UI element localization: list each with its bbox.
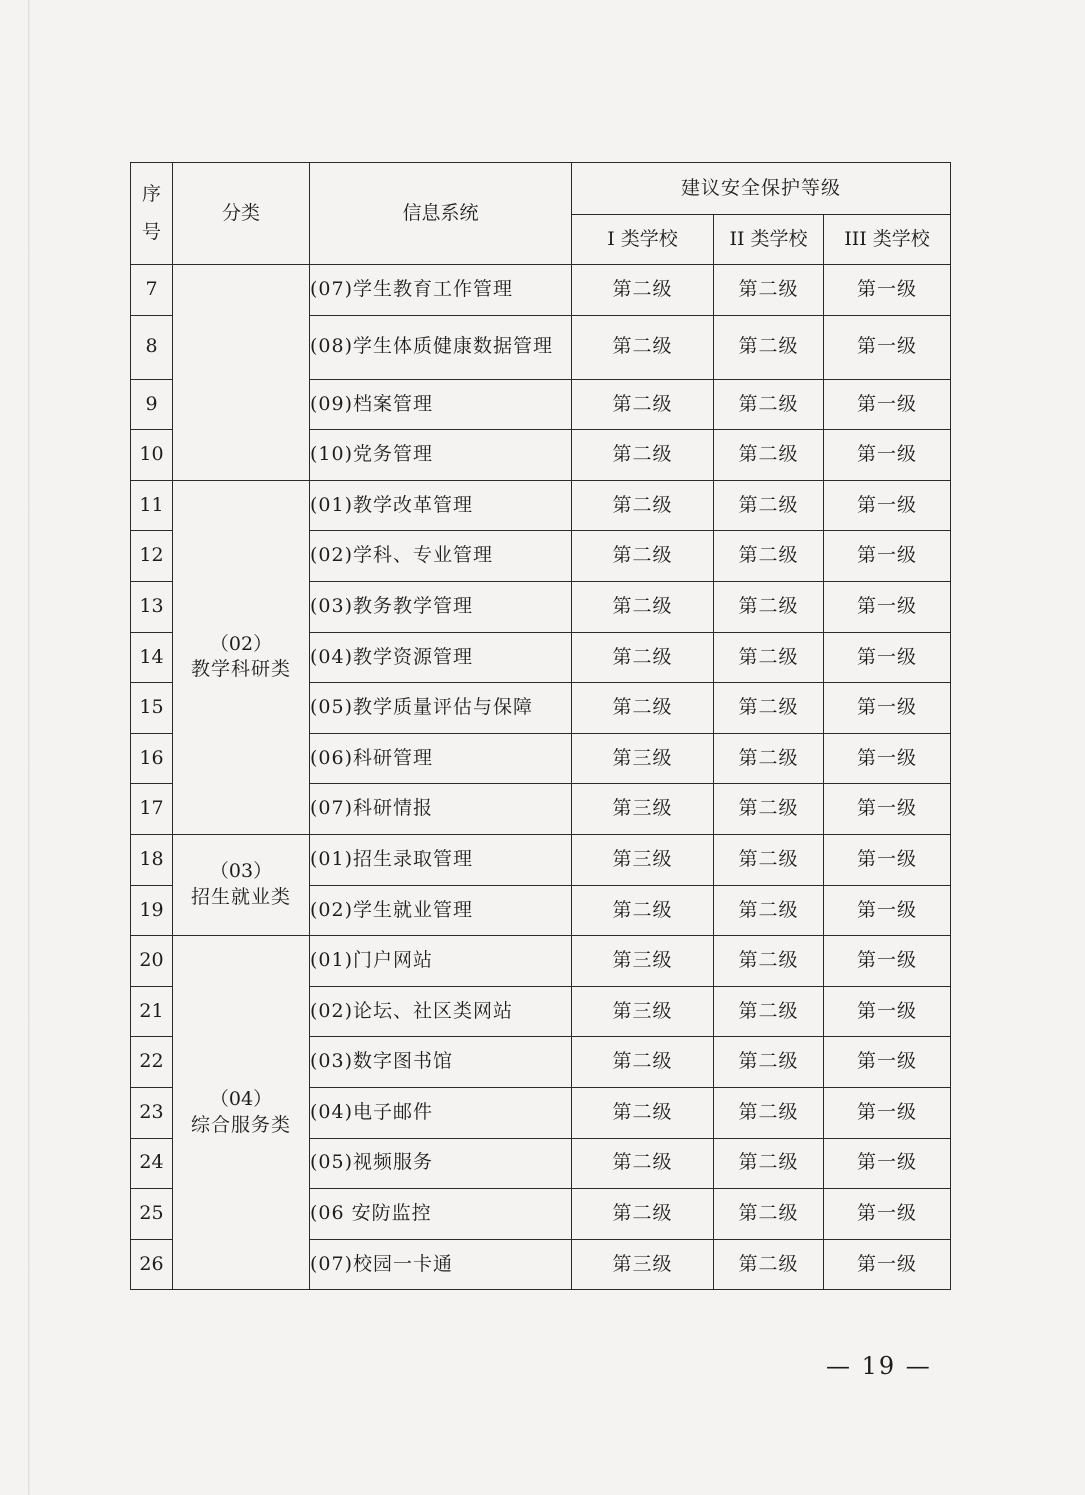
row-grade-2: 第二级: [714, 430, 824, 481]
page-number: — 19 —: [826, 1352, 932, 1380]
row-seq: 14: [131, 632, 173, 683]
row-system: (02)学科、专业管理: [310, 531, 572, 582]
row-system: (07)科研情报: [310, 784, 572, 835]
header-level-group: 建议安全保护等级: [572, 163, 951, 215]
row-grade-1: 第二级: [572, 683, 714, 734]
row-grade-2: 第二级: [714, 1037, 824, 1088]
row-grade-1: 第二级: [572, 430, 714, 481]
row-seq: 19: [131, 885, 173, 936]
row-grade-1: 第二级: [572, 1138, 714, 1189]
row-grade-3: 第一级: [824, 1189, 951, 1240]
row-grade-1: 第二级: [572, 315, 714, 379]
row-grade-3: 第一级: [824, 885, 951, 936]
row-grade-2: 第二级: [714, 480, 824, 531]
row-system: (05)视频服务: [310, 1138, 572, 1189]
row-grade-2: 第二级: [714, 379, 824, 430]
row-grade-1: 第二级: [572, 531, 714, 582]
grading-table-container: [130, 162, 950, 1290]
table-row: [131, 834, 951, 885]
row-system: (02)论坛、社区类网站: [310, 986, 572, 1037]
row-seq: 8: [131, 315, 173, 379]
row-grade-3: 第一级: [824, 581, 951, 632]
row-grade-3: 第一级: [824, 531, 951, 582]
row-system: (04)教学资源管理: [310, 632, 572, 683]
row-grade-3: 第一级: [824, 480, 951, 531]
row-grade-3: 第一级: [824, 430, 951, 481]
row-grade-2: 第二级: [714, 1087, 824, 1138]
row-grade-1: 第二级: [572, 1087, 714, 1138]
row-seq: 10: [131, 430, 173, 481]
header-category: 分类: [173, 163, 310, 265]
row-system: (09)档案管理: [310, 379, 572, 430]
security-grade-table: [130, 162, 951, 1290]
row-grade-2: 第二级: [714, 834, 824, 885]
row-grade-1: 第二级: [572, 885, 714, 936]
row-grade-2: 第二级: [714, 733, 824, 784]
row-grade-1: 第三级: [572, 986, 714, 1037]
row-seq: 22: [131, 1037, 173, 1088]
row-system: (03)教务教学管理: [310, 581, 572, 632]
row-grade-1: 第三级: [572, 733, 714, 784]
row-grade-1: 第二级: [572, 581, 714, 632]
row-grade-3: 第一级: [824, 1138, 951, 1189]
header-school-type-1: I 类学校: [572, 215, 714, 265]
header-seq-line1: 序: [141, 182, 161, 205]
row-grade-2: 第二级: [714, 936, 824, 987]
row-system: (01)门户网站: [310, 936, 572, 987]
header-seq-line2: 号: [141, 220, 161, 243]
row-grade-2: 第二级: [714, 683, 824, 734]
row-grade-2: 第二级: [714, 531, 824, 582]
category-code: （04）: [209, 1088, 273, 1111]
row-seq: 16: [131, 733, 173, 784]
row-system: (04)电子邮件: [310, 1087, 572, 1138]
row-system: (07)学生教育工作管理: [310, 265, 572, 316]
row-grade-1: 第二级: [572, 1189, 714, 1240]
row-seq: 17: [131, 784, 173, 835]
category-name: 综合服务类: [190, 1113, 291, 1136]
row-grade-2: 第二级: [714, 632, 824, 683]
row-grade-1: 第二级: [572, 379, 714, 430]
row-seq: 18: [131, 834, 173, 885]
row-grade-2: 第二级: [714, 1239, 824, 1290]
row-seq: 23: [131, 1087, 173, 1138]
row-system: (08)学生体质健康数据管理: [310, 315, 572, 379]
row-grade-2: 第二级: [714, 1138, 824, 1189]
header-school-type-3: III 类学校: [824, 215, 951, 265]
category-code: （02）: [209, 632, 273, 655]
row-grade-3: 第一级: [824, 936, 951, 987]
table-row: [131, 480, 951, 531]
row-grade-3: 第一级: [824, 1087, 951, 1138]
header-seq: [131, 163, 173, 265]
row-seq: 11: [131, 480, 173, 531]
row-seq: 26: [131, 1239, 173, 1290]
row-grade-3: 第一级: [824, 1037, 951, 1088]
row-grade-2: 第二级: [714, 265, 824, 316]
row-seq: 9: [131, 379, 173, 430]
row-system: (05)教学质量评估与保障: [310, 683, 572, 734]
header-school-type-2: II 类学校: [714, 215, 824, 265]
row-grade-3: 第一级: [824, 315, 951, 379]
table-row: [131, 265, 951, 316]
row-system: (10)党务管理: [310, 430, 572, 481]
row-grade-2: 第二级: [714, 1189, 824, 1240]
row-grade-1: 第三级: [572, 834, 714, 885]
row-grade-3: 第一级: [824, 986, 951, 1037]
row-grade-1: 第三级: [572, 784, 714, 835]
row-grade-1: 第三级: [572, 936, 714, 987]
row-seq: 12: [131, 531, 173, 582]
row-system: (06)科研管理: [310, 733, 572, 784]
category-name: 教学科研类: [190, 658, 291, 681]
category-cell: [173, 936, 310, 1290]
page-edge: [28, 0, 30, 1495]
header-system: 信息系统: [310, 163, 572, 265]
row-grade-1: 第二级: [572, 480, 714, 531]
row-seq: 7: [131, 265, 173, 316]
row-grade-3: 第一级: [824, 379, 951, 430]
row-grade-1: 第三级: [572, 1239, 714, 1290]
category-cell: [173, 480, 310, 834]
row-grade-3: 第一级: [824, 834, 951, 885]
row-system: (02)学生就业管理: [310, 885, 572, 936]
row-grade-2: 第二级: [714, 581, 824, 632]
category-code: （03）: [209, 860, 273, 883]
row-seq: 13: [131, 581, 173, 632]
row-seq: 21: [131, 986, 173, 1037]
row-grade-1: 第二级: [572, 1037, 714, 1088]
row-grade-1: 第二级: [572, 265, 714, 316]
row-grade-2: 第二级: [714, 986, 824, 1037]
row-grade-3: 第一级: [824, 784, 951, 835]
category-cell-continued: [173, 265, 310, 481]
row-grade-2: 第二级: [714, 315, 824, 379]
row-system: (03)数字图书馆: [310, 1037, 572, 1088]
row-system: (07)校园一卡通: [310, 1239, 572, 1290]
row-seq: 24: [131, 1138, 173, 1189]
category-cell: [173, 834, 310, 935]
row-grade-2: 第二级: [714, 784, 824, 835]
row-grade-1: 第二级: [572, 632, 714, 683]
row-system: (01)招生录取管理: [310, 834, 572, 885]
row-grade-3: 第一级: [824, 632, 951, 683]
row-system: (06 安防监控: [310, 1189, 572, 1240]
table-row: [131, 936, 951, 987]
row-grade-3: 第一级: [824, 683, 951, 734]
row-seq: 15: [131, 683, 173, 734]
category-name: 招生就业类: [190, 886, 291, 909]
row-grade-2: 第二级: [714, 885, 824, 936]
row-grade-3: 第一级: [824, 733, 951, 784]
row-grade-3: 第一级: [824, 1239, 951, 1290]
row-system: (01)教学改革管理: [310, 480, 572, 531]
row-seq: 20: [131, 936, 173, 987]
row-grade-3: 第一级: [824, 265, 951, 316]
row-seq: 25: [131, 1189, 173, 1240]
